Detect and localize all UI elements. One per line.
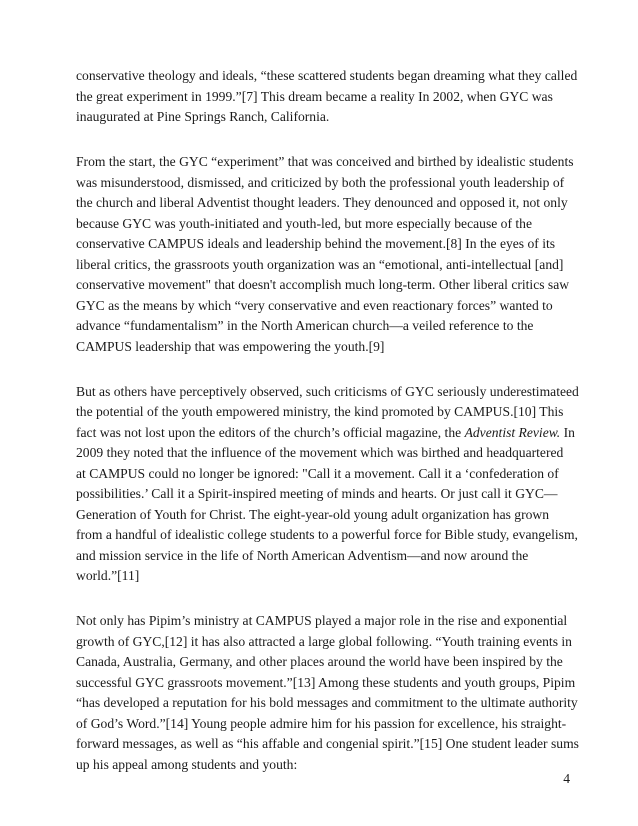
text-line: world.”[11] [76,568,140,584]
text-line: conservative theology and ideals, “these scattered students began dreaming what they called [76,68,578,83]
text-line [76,423,578,444]
text-line: growth of GYC,[12] it has also attracted a large global following. “Youth training events in [76,633,572,649]
text-line: because GYC was youth-initiated and youth-led, but more especially because of the [76,215,533,231]
text-line: up his appeal among students and youth: [76,756,298,772]
paragraph-3 [76,382,578,587]
text-line: GYC as the means by which “very conservative and even reactionary forces” wanted to [76,297,553,313]
text-line: conservative movement" that doesn't accomplish much long-term. Other liberal critics saw [76,277,570,293]
text-line: “has developed a reputation for his bold messages and commitment to the ultimate authority [76,695,578,711]
text-line: possibilities.’ Call it a Spirit-inspired meeting of minds and hearts. Or just call it GYC— [76,486,558,502]
text-line: the potential of the youth empowered ministry, the kind promoted by CAMPUS.[10] This [76,404,564,420]
text-line: Not only has Pipim’s ministry at CAMPUS played a major role in the rise and exponential [76,613,568,629]
text-line: Canada, Australia, Germany, and other places around the world have been inspired by the [76,654,563,670]
text-line: was misunderstood, dismissed, and criticized by both the professional youth leadership of [76,174,565,190]
text-line-start: fact was not lost upon the editors of the church’s official magazine, the [76,424,465,440]
text-line: of God’s Word.”[14] Young people admire him for his passion for excellence, his straight- [76,715,567,731]
text-line: the church and liberal Adventist thought leaders. They denounced and opposed it, not only [76,195,568,211]
text-line: inaugurated at Pine Springs Ranch, California. [76,109,330,124]
text-line: conservative CAMPUS ideals and leadership behind the movement.[8] In the eyes of its [76,236,556,252]
paragraph-1 [76,66,578,128]
magazine-title: Adventist Review. [464,424,561,440]
text-line: liberal critics, the grassroots youth organization was an “emotional, anti-intellectual [and] [76,256,564,272]
text-line: and mission service in the life of North American Adventism—and now around the [76,547,529,563]
paragraph-4 [76,611,578,775]
text-line: forward messages, as well as “his affable and congenial spirit.”[15] One student leader sums [76,736,579,752]
text-line-end: In [560,424,575,440]
text-line: advance “fundamentalism” in the North American church—a veiled reference to the [76,318,534,334]
text-line: From the start, the GYC “experiment” that was conceived and birthed by idealistic students [76,154,574,170]
page-number: 4 [563,771,570,786]
text-line: the great experiment in 1999.”[7] This dream became a reality In 2002, when GYC was [76,88,553,104]
text-line: from a handful of idealistic college students to a powerful force for Bible study, evangelism, [76,527,578,543]
text-line: successful GYC grassroots movement.”[13] Among these students and youth groups, Pipim [76,674,576,690]
text-line: at CAMPUS could no longer be ignored: "Call it a movement. Call it a ‘confederation of [76,465,559,481]
text-line: 2009 they noted that the influence of the movement which was birthed and headquartered [76,445,564,461]
text-line: But as others have perceptively observed, such criticisms of GYC seriously underestimateed [76,383,579,399]
text-line: Generation of Youth for Christ. The eight-year-old young adult organization has grown [76,506,550,522]
text-line: CAMPUS leadership that was empowering the youth.[9] [76,338,385,354]
paragraph-2 [76,152,578,357]
